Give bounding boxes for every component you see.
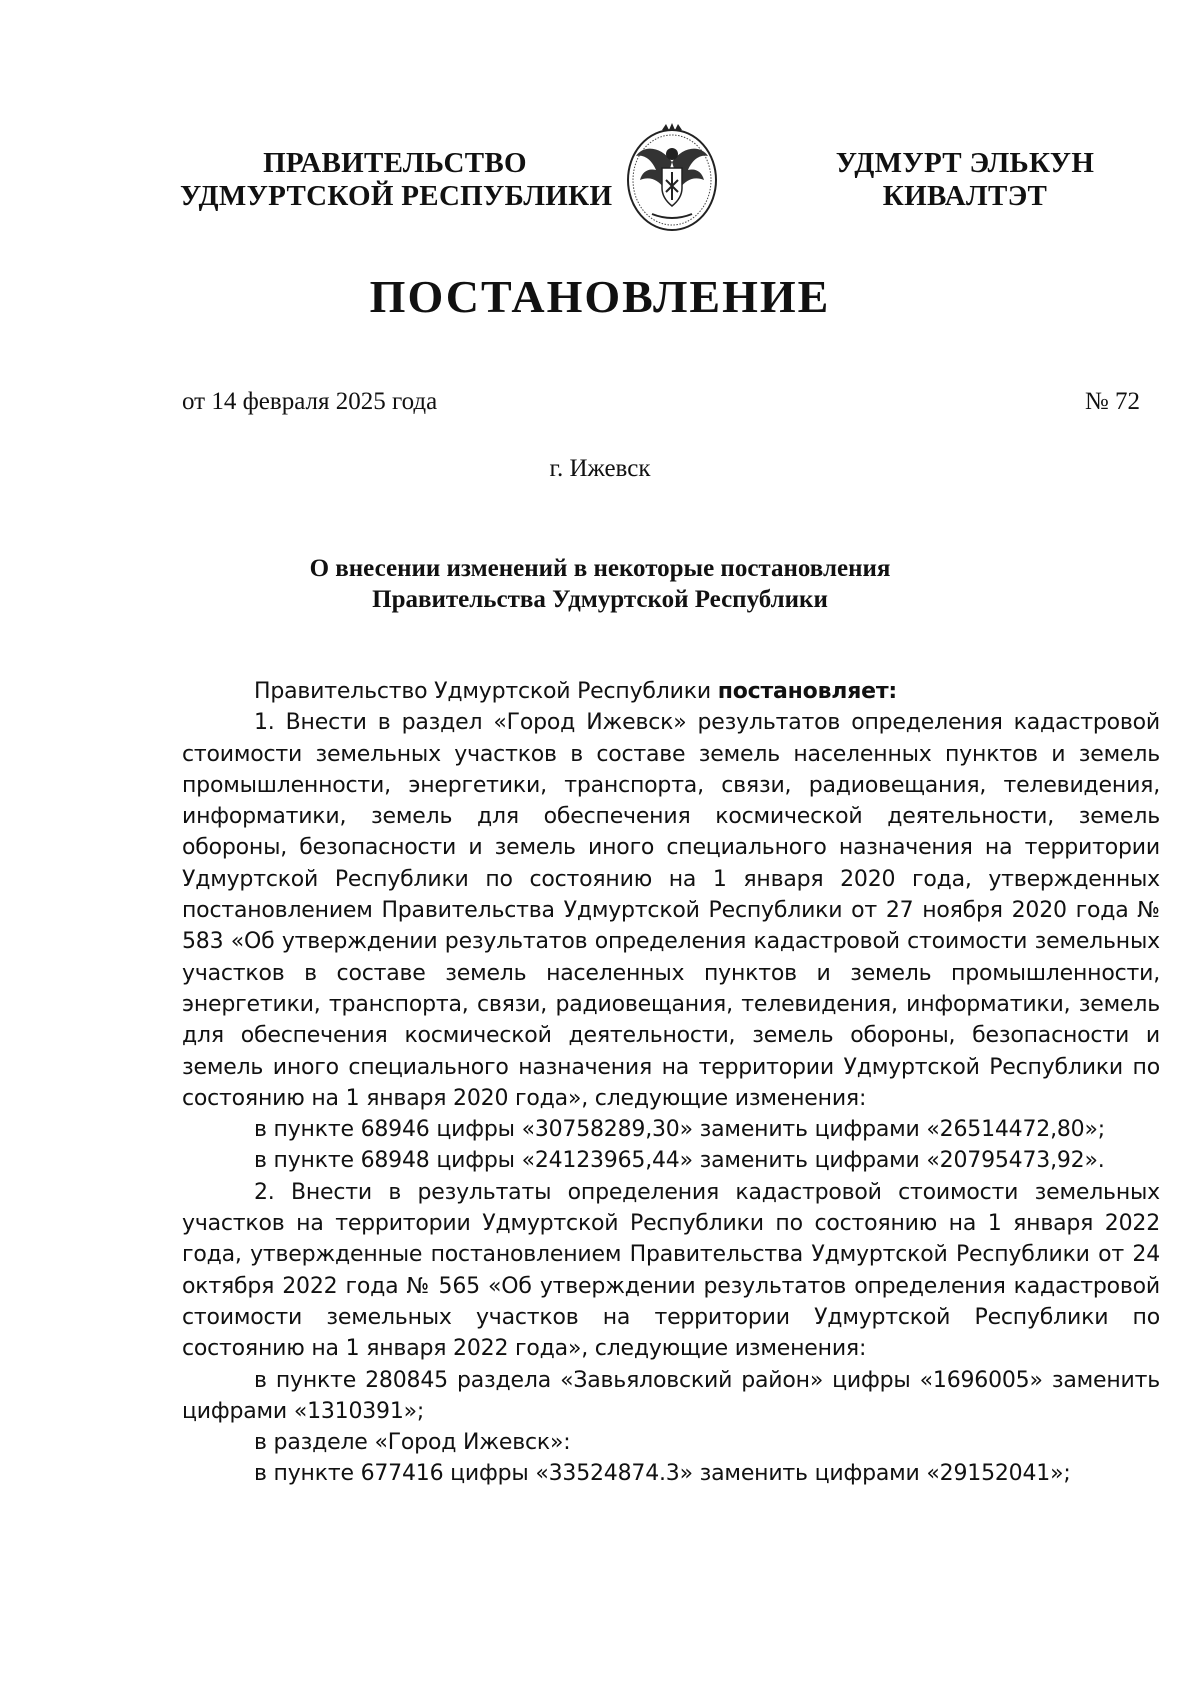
- intro-text: Правительство Удмуртской Республики: [254, 679, 718, 704]
- paragraph-2b: в разделе «Город Ижевск»:: [254, 1430, 571, 1456]
- paragraph-2c: в пункте 677416 цифры «33524874.3» заменить цифрами «29152041»;: [254, 1461, 1071, 1487]
- coat-of-arms-icon: [622, 122, 722, 234]
- document-type-text: ПОСТАНОВЛЕНИЕ: [369, 271, 831, 322]
- intro-paragraph: [182, 676, 1160, 707]
- header-left-line1: ПРАВИТЕЛЬСТВО: [263, 147, 527, 179]
- document-date: от 14 февраля 2025 года: [182, 388, 438, 415]
- paragraph-1a: в пункте 68946 цифры «30758289,30» заменить цифрами «26514472,80»;: [254, 1117, 1105, 1143]
- paragraph-2: 2. Внести в результаты определения кадастровой стоимости земельных участков на территории Удмуртской Республики по состоянию на 1 января 2022 года, утвержденные постановлением Правительства Удмуртской Республики от 24 октября 2022 года № 565 «Об утверждении результатов определения кадастровой стоимости земельных участков на территории Удмуртской Республики по состоянию на 1 января 2022 года», следующие изменения:: [182, 1179, 1160, 1362]
- document-body: [182, 676, 1160, 1490]
- header-government-udm: [815, 147, 1115, 213]
- subject-line1: О внесении изменений в некоторые постановления: [309, 555, 891, 582]
- header-left-line2: УДМУРТСКОЙ РЕСПУБЛИКИ: [180, 180, 613, 212]
- paragraph-1: 1. Внести в раздел «Город Ижевск» результатов определения кадастровой стоимости земельных участков в составе земель населенных пунктов и земель промышленности, энергетики, транспорта, связи, радиовещания, телевидения, информатики, земель для обеспечения космической деятельности, земель обороны, безопасности и земель иного специального назначения на территории Удмуртской Республики по состоянию на 1 января 2020 года, утвержденных постановлением Правительства Удмуртской Республики от 27 ноября 2020 года № 583 «Об утверждении результатов определения кадастровой стоимости земельных участков в составе земель населенных пунктов и земель промышленности, энергетики, транспорта, связи, радиовещания, телевидения, информатики, земель для обеспечения космической деятельности, земель обороны, безопасности и земель иного специального назначения на территории Удмуртской Республики по состоянию на 1 января 2020 года», следующие изменения:: [182, 710, 1160, 1111]
- paragraph-1b: в пункте 68948 цифры «24123965,44» заменить цифрами «20795473,92».: [254, 1148, 1105, 1174]
- document-number: № 72: [1084, 388, 1140, 415]
- document-city: г. Ижевск: [549, 455, 651, 482]
- header-government-ru: [180, 147, 613, 213]
- document-type-title: [0, 270, 1200, 323]
- header-right-line2: КИВАЛТЭТ: [882, 180, 1048, 212]
- intro-bold: постановляет:: [717, 679, 898, 704]
- document-subject: [0, 553, 1200, 615]
- header-right-line1: УДМУРТ ЭЛЬКУН: [835, 147, 1095, 179]
- paragraph-2a: в пункте 280845 раздела «Завьяловский район» цифры «1696005» заменить цифрами «1310391»;: [182, 1367, 1160, 1424]
- subject-line2: Правительства Удмуртской Республики: [372, 586, 828, 613]
